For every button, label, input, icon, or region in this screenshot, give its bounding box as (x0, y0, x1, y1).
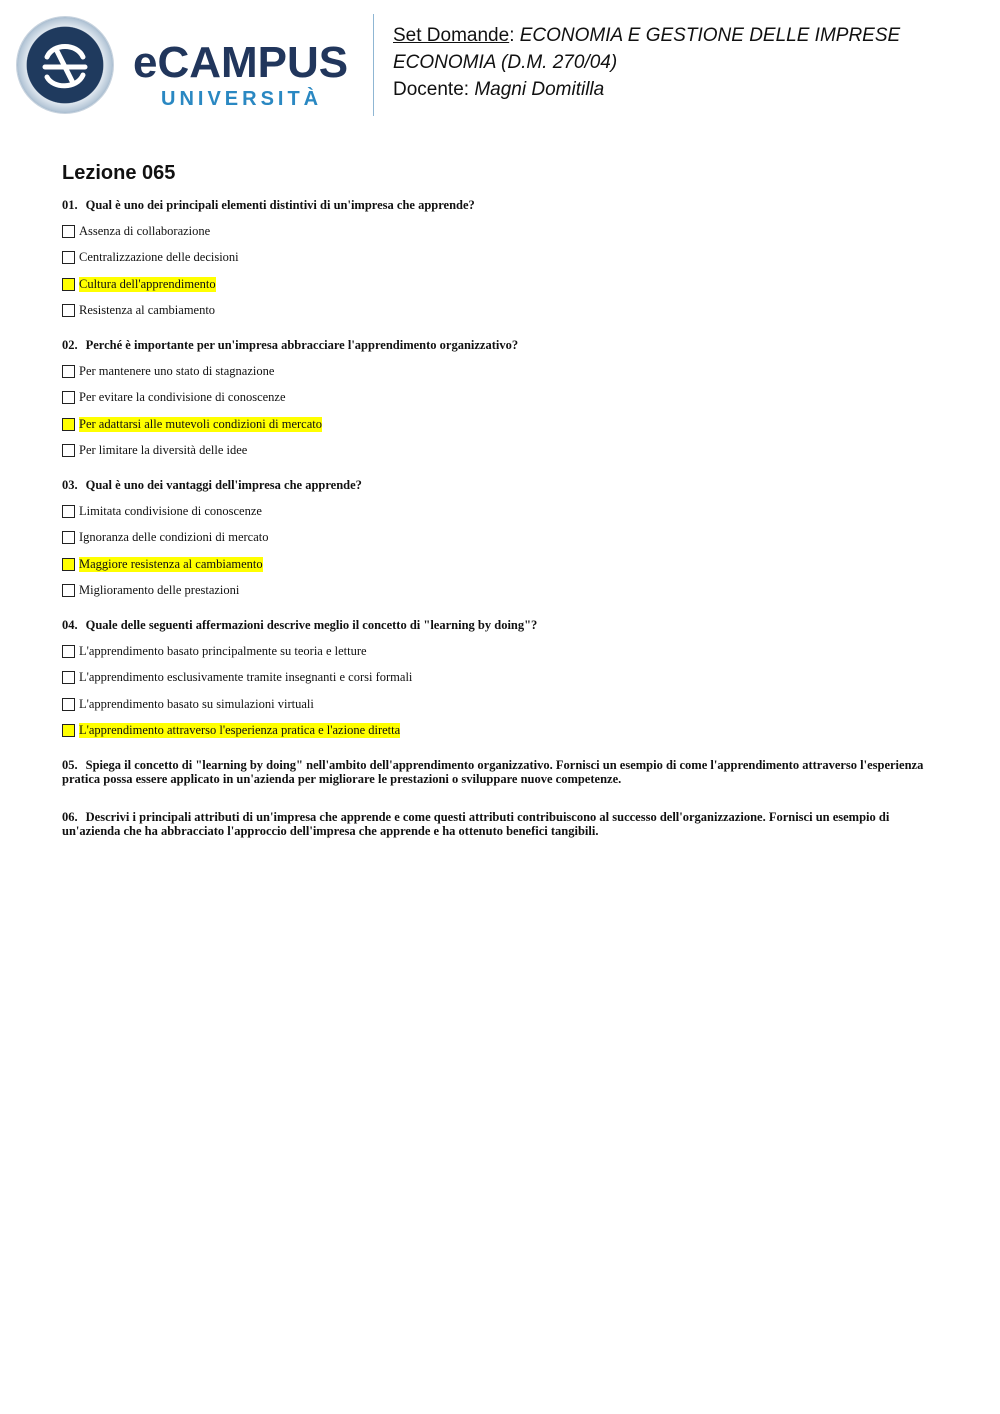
question-label: Perché è importante per un'impresa abbracciare l'apprendimento organizzativo? (85, 338, 519, 352)
answer-option[interactable] (62, 385, 942, 412)
question-number: 05. (62, 758, 78, 772)
question-2 (62, 338, 942, 464)
answer-option-label: L'apprendimento esclusivamente tramite insegnanti e corsi formali (79, 670, 413, 685)
answer-option[interactable] (62, 691, 942, 718)
answer-option[interactable] (62, 358, 942, 385)
answer-option[interactable] (62, 271, 942, 298)
question-text (62, 618, 942, 632)
checkbox-icon[interactable] (62, 444, 75, 457)
open-questions-list (62, 758, 942, 838)
answer-option[interactable] (62, 525, 942, 552)
question-3 (62, 478, 942, 604)
checkbox-icon[interactable] (62, 505, 75, 518)
checkbox-icon[interactable] (62, 645, 75, 658)
question-text (62, 478, 942, 492)
question-number: 03. (62, 478, 78, 492)
answer-option[interactable] (62, 411, 942, 438)
question-number: 04. (62, 618, 78, 632)
header-info (393, 22, 953, 103)
answer-option-label: Centralizzazione delle decisioni (79, 250, 239, 265)
checkbox-icon[interactable] (62, 584, 75, 597)
question-label: Spiega il concetto di "learning by doing" nell'ambito dell'apprendimento organizzativo. Fornisci un esempio di come l'apprendimento attraverso l'esperienza pratica possa essere applicato in un'azienda per migliorare le prestazioni o sviluppare nuove competenze. (62, 758, 924, 786)
question-label: Qual è uno dei principali elementi distintivi di un'impresa che apprende? (85, 198, 475, 212)
checkbox-icon[interactable] (62, 558, 75, 571)
question-text (62, 198, 942, 212)
answer-option-label: Assenza di collaborazione (79, 223, 211, 238)
docente-label: Docente: (393, 79, 470, 100)
question-number: 01. (62, 198, 78, 212)
answer-option[interactable] (62, 718, 942, 745)
set-domande-line: Set Domande: ECONOMIA E GESTIONE DELLE IMPRESE (393, 25, 901, 46)
set-domande-label: Set Domande (393, 25, 510, 46)
answer-option[interactable] (62, 498, 942, 525)
checkbox-icon[interactable] (62, 391, 75, 404)
checkbox-icon[interactable] (62, 531, 75, 544)
docente-line (393, 76, 953, 103)
question-label: Qual è uno dei vantaggi dell'impresa che apprende? (85, 478, 362, 492)
brand-subtitle: UNIVERSITÀ (161, 88, 323, 110)
answer-option[interactable] (62, 245, 942, 272)
checkbox-icon[interactable] (62, 365, 75, 378)
answer-option-label: Cultura dell'apprendimento (79, 276, 216, 291)
ecampus-logo-icon (17, 17, 113, 113)
question-4 (62, 618, 942, 744)
questions-list (62, 198, 942, 744)
checkbox-icon[interactable] (62, 724, 75, 737)
answer-option-label: Resistenza al cambiamento (79, 303, 216, 318)
answer-option-label: Limitata condivisione di conoscenze (79, 503, 262, 518)
open-question-5 (62, 758, 942, 786)
answer-option[interactable] (62, 578, 942, 605)
answer-option-label: Per mantenere uno stato di stagnazione (79, 363, 275, 378)
brand-logo (133, 38, 358, 118)
answer-option-label: Miglioramento delle prestazioni (79, 583, 240, 598)
answer-option[interactable] (62, 438, 942, 465)
checkbox-icon[interactable] (62, 671, 75, 684)
answer-option-label: L'apprendimento basato principalmente su teoria e letture (79, 643, 367, 658)
answer-option[interactable] (62, 298, 942, 325)
answer-option-label: Per adattarsi alle mutevoli condizioni di mercato (79, 416, 322, 431)
brand-name: eCAMPUS (133, 38, 349, 87)
lesson-title: Lezione 065 (62, 162, 176, 184)
answer-option-label: L'apprendimento basato su simulazioni virtuali (79, 696, 314, 711)
question-label: Descrivi i principali attributi di un'impresa che apprende e come questi attributi contribuiscono al successo dell'organizzazione. Fornisci un esempio di un'azienda che ha abbracciato l'approccio dell'impresa che apprende e ha ottenuto benefici tangibili. (62, 810, 890, 838)
question-text (62, 338, 942, 352)
set-domande-value-1: ECONOMIA E GESTIONE DELLE IMPRESE (519, 25, 901, 46)
set-domande-value-2: ECONOMIA (D.M. 270/04) (393, 52, 618, 73)
checkbox-icon[interactable] (62, 698, 75, 711)
answer-option[interactable] (62, 551, 942, 578)
header-divider (373, 14, 374, 116)
checkbox-icon[interactable] (62, 251, 75, 264)
checkbox-icon[interactable] (62, 225, 75, 238)
question-text (62, 758, 942, 786)
answer-option-label: Per evitare la condivisione di conoscenze (79, 390, 286, 405)
open-question-6 (62, 810, 942, 838)
answer-option[interactable] (62, 665, 942, 692)
answer-option[interactable] (62, 218, 942, 245)
question-1 (62, 198, 942, 324)
checkbox-icon[interactable] (62, 278, 75, 291)
question-number: 02. (62, 338, 78, 352)
question-text (62, 810, 942, 838)
set-domande-line-2 (393, 49, 953, 76)
docente-value: Magni Domitilla (474, 79, 605, 100)
page-header (0, 0, 1000, 130)
question-label: Quale delle seguenti affermazioni descrive meglio il concetto di "learning by doing"? (85, 618, 538, 632)
answer-option-label: Maggiore resistenza al cambiamento (79, 556, 263, 571)
question-number: 06. (62, 810, 78, 824)
page-content (62, 160, 942, 862)
answer-option-label: Per limitare la diversità delle idee (79, 443, 248, 458)
answer-option[interactable] (62, 638, 942, 665)
answer-option-label: L'apprendimento attraverso l'esperienza pratica e l'azione diretta (79, 723, 401, 738)
answer-option-label: Ignoranza delle condizioni di mercato (79, 530, 269, 545)
checkbox-icon[interactable] (62, 418, 75, 431)
checkbox-icon[interactable] (62, 304, 75, 317)
